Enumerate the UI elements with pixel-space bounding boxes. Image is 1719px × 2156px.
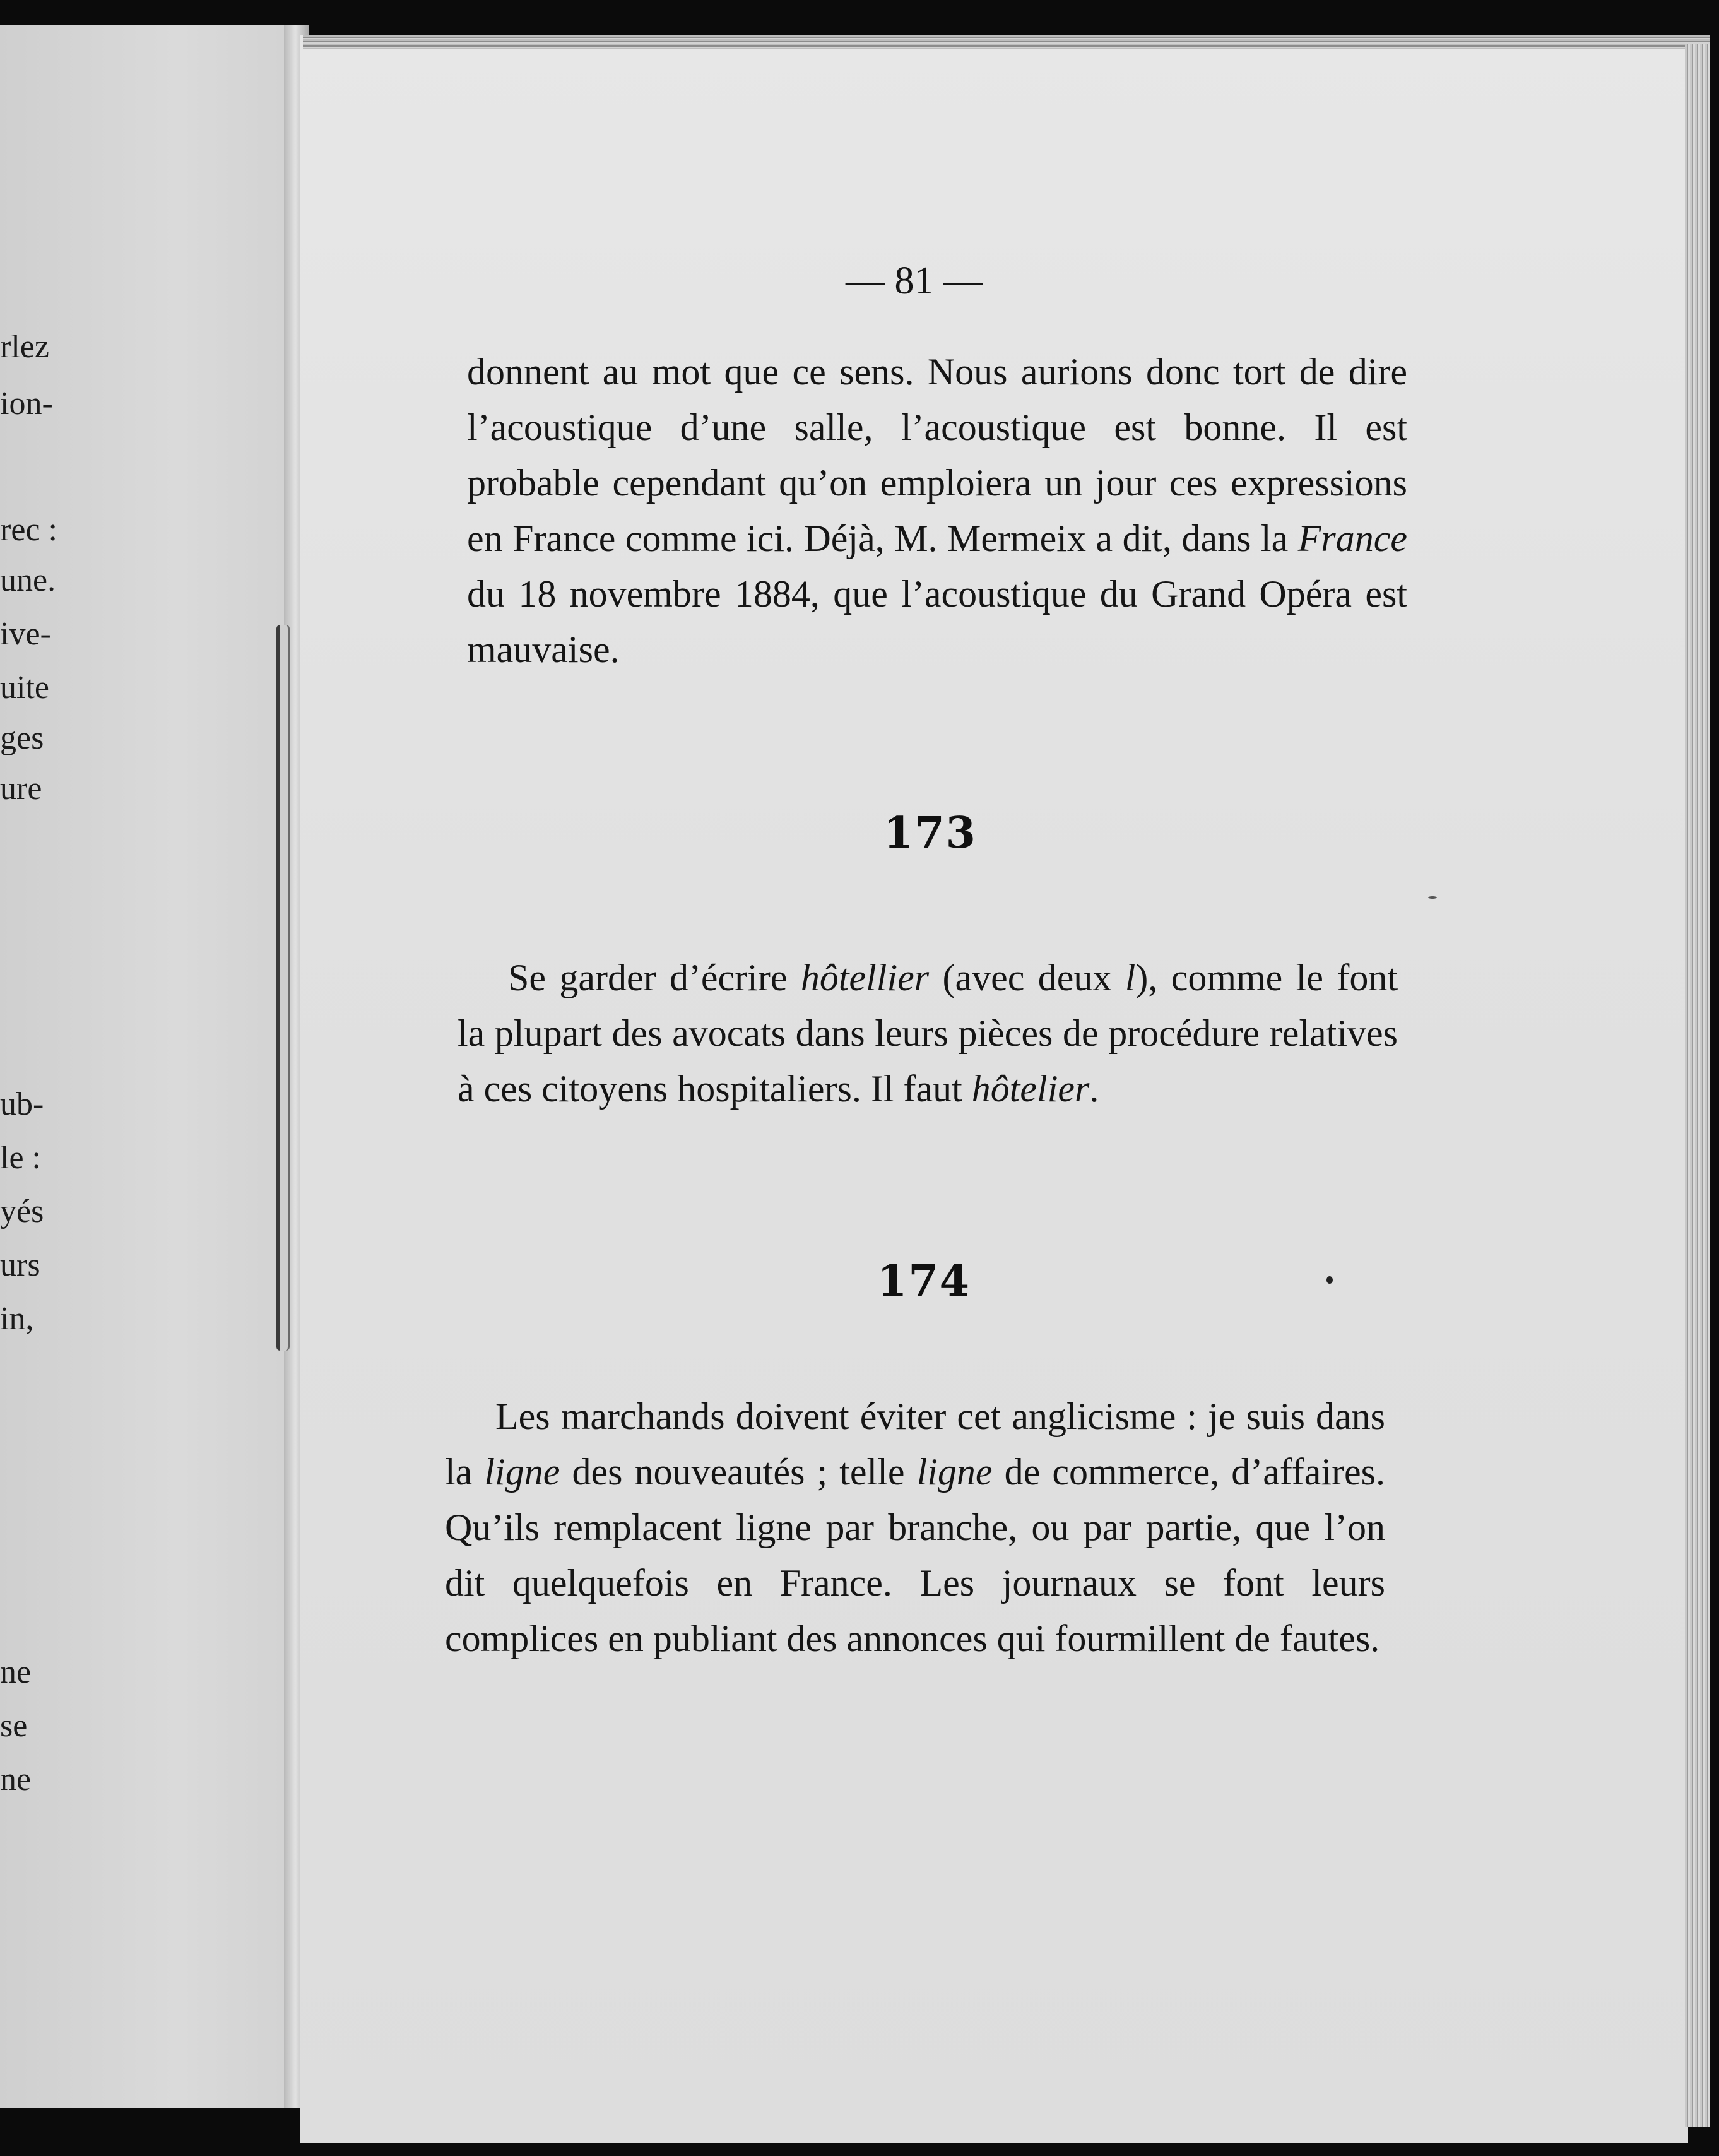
left-page-fragment: ure [0,771,42,807]
paragraph-text: Les marchands doivent éviter cet anglicisme : je suis dans la [445,1395,1385,1493]
left-page-fragment: ive- [0,616,51,652]
italic-word: hôtellier [800,957,930,998]
italic-word: ligne [484,1451,560,1493]
paragraph-text: du 18 novembre 1884, que l’acoustique du Grand Opéra est mauvaise. [467,573,1407,670]
binding-crease [276,625,290,1351]
left-page-fragment: yés [0,1194,44,1229]
section-number-173: 173 [883,808,977,858]
italic-word: hôtelier [971,1068,1090,1110]
page-stack-edge [1685,44,1710,2127]
page-top-edge [303,35,1710,49]
left-page-fragment: uite [0,670,49,706]
left-page-fragment: ion- [0,386,53,422]
paper-speck [1326,1276,1333,1284]
paper-speck [1428,896,1437,899]
page-number: — 81 — [846,259,983,302]
left-page-fragment: ges [0,720,44,756]
left-page-fragment: le : [0,1140,41,1176]
left-page-fragment: ne [0,1762,32,1798]
paragraph-text: . [1089,1068,1099,1110]
section-number-174: 174 [877,1256,971,1306]
paragraph-text: ), comme le font la plupart des avocats dans leurs pièces de procédure relatives à ces citoyens hospitaliers. Il faut [458,957,1398,1110]
paragraph-text: donnent au mot que ce sens. Nous aurions donc tort de dire l’acoustique d’une salle, l’acoustique est bonne. Il est probable cependant qu’on emploiera un jour ces expressions en France comme ici. Déjà, M. Mermeix a dit, dans la [467,351,1407,559]
left-facing-page [0,25,297,2108]
left-page-fragment: in, [0,1301,34,1337]
italic-word: l [1125,957,1136,998]
italic-word: ligne [916,1451,993,1493]
left-page-fragment: ub- [0,1086,44,1122]
paragraph-174 [445,1389,1385,1666]
left-page-fragment: rlez [0,329,49,365]
left-page-fragment: se [0,1708,28,1744]
italic-title: France [1297,518,1407,559]
left-page-fragment: urs [0,1247,40,1283]
paragraph-text: des nouveautés ; telle [572,1451,905,1493]
paragraph-173 [458,950,1398,1116]
left-page-fragment: une. [0,562,56,598]
paragraph-text: de commerce, d’affaires. Qu’ils remplacent ligne par branche, ou par partie, que l’on dit quelquefois en France. Les journaux se font leurs complices en publiant des annonces qui fourmillent de fautes. [445,1451,1386,1659]
left-page-fragment: ne [0,1654,32,1690]
left-page-fragment: rec : [0,512,57,548]
paragraph-continuation [467,344,1407,677]
paragraph-text: (avec deux [942,957,1112,998]
paragraph-text: Se garder d’écrire [508,957,788,998]
